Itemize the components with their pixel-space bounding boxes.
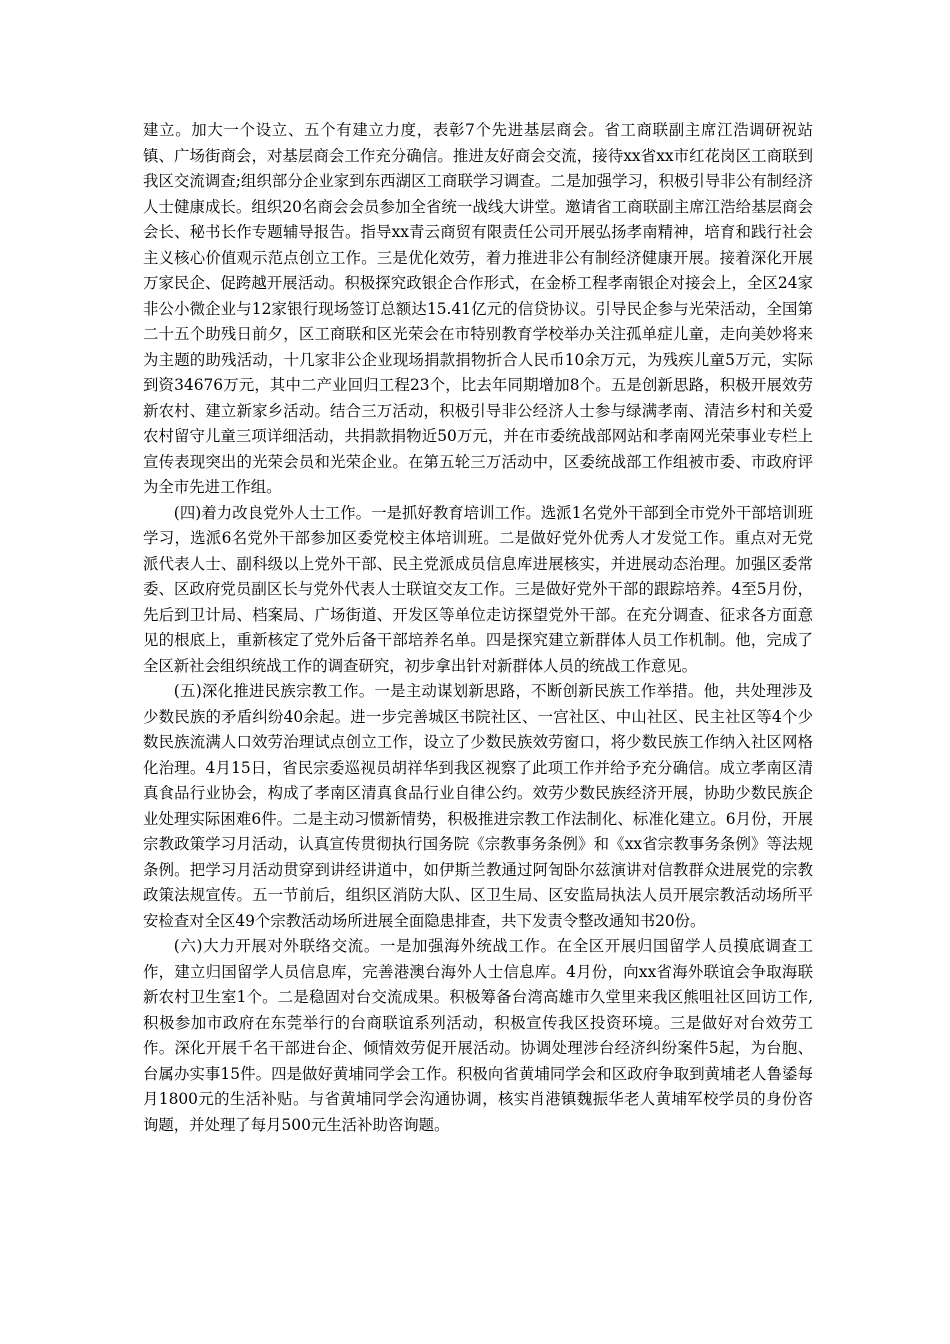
paragraph-external-liaison: (六)大力开展对外联络交流。一是加强海外统战工作。在全区开展归国留学人员摸底调查工作，建立归国留学人员信息库，完善港澳台海外人士信息库。4月份，向xx省海外联谊会争取海联新农村卫生室1个。二是稳固对台交流成果。积极筹备台湾高雄市久堂里来我区熊咀社区回访工作,积极参加市政府在东莞举行的台商联谊系列活动，积极宣传我区投资环境。三是做好对台效劳工作。深化开展千名干部进台企、倾情效劳促开展活动。协调处理涉台经济纠纷案件5起，为台胞、台属办实事15件。四是做好黄埔同学会工作。积极向省黄埔同学会和区政府争取到黄埔老人鲁鋈每月1800元的生活补贴。与省黄埔同学会沟通协调，核实肖港镇魏振华老人黄埔军校学员的身份咨询题，并处理了每月500元生活补助咨询题。 (143, 937, 813, 1134)
paragraph-ethnic-religious-work: (五)深化推进民族宗教工作。一是主动谋划新思路，不断创新民族工作举措。他，共处理涉及少数民族的矛盾纠纷40余起。进一步完善城区书院社区、一宫社区、中山社区、民主社区等4个少数民族流满人口效劳治理试点创立工作，设立了少数民族效劳窗口，将少数民族工作纳入社区网格化治理。4月15日，省民宗委巡视员胡祥华到我区视察了此项工作并给予充分确信。成立孝南区清真食品行业协会，构成了孝南区清真食品行业自律公约。效劳少数民族经济开展，协助少数民族企业处理实际困难6件。二是主动习惯新情势，积极推进宗教工作法制化、标准化建立。6月份，开展宗教政策学习月活动，认真宣传贯彻执行国务院《宗教事务条例》和《xx省宗教事务条例》等法规条例。把学习月活动贯穿到讲经讲道中，如伊斯兰教通过阿訇卧尔兹演讲对信教群众进展党的宗教政策法规宣传。五一节前后，组织区消防大队、区卫生局、区安监局执法人员开展宗教活动场所平安检查对全区49个宗教活动场所进展全面隐患排查，共下发责令整改通知书20份。 (143, 682, 813, 930)
document-page (143, 118, 813, 1138)
paragraph-non-party-work: (四)着力改良党外人士工作。一是抓好教育培训工作。选派1名党外干部到全市党外干部培训班学习，选派6名党外干部参加区委党校主体培训班。二是做好党外优秀人才发觉工作。重点对无党派代表人士、副科级以上党外干部、民主党派成员信息库进展核实，并进展动态治理。加强区委常委、区政府党员副区长与党外代表人士联谊交友工作。三是做好党外干部的跟踪培养。4至5月份，先后到卫计局、档案局、广场街道、开发区等单位走访探望党外干部。在充分调查、征求各方面意见的根底上，重新核定了党外后备干部培养名单。四是探究建立新群体人员工作机制。他，完成了全区新社会组织统战工作的调查研究，初步拿出针对新群体人员的统战工作意见。 (143, 503, 813, 675)
paragraph-business-chamber: 建立。加大一个设立、五个有建立力度，表彰7个先进基层商会。省工商联副主席江浩调研祝站镇、广场街商会，对基层商会工作充分确信。推进友好商会交流，接待xx省xx市红花岗区工商联到我区交流调查;组织部分企业家到东西湖区工商联学习调查。二是加强学习，积极引导非公有制经济人士健康成长。组织20名商会会员参加全省统一战线大讲堂。邀请省工商联副主席江浩给基层商会会长、秘书长作专题辅导报告。指导xx青云商贸有限责任公司开展弘扬孝南精神，培育和践行社会主义核心价值观示范点创立工作。三是优化效劳，着力推进非公有制经济健康开展。接着深化开展万家民企、促跨越开展活动。积极探究政银企合作形式，在金桥工程孝南银企对接会上，全区24家非公小微企业与12家银行现场签订总额达15.41亿元的信贷协议。引导民企参与光荣活动，全国第二十五个助残日前夕，区工商联和区光荣会在市特别教育学校举办关注孤单症儿童，走向美妙将来为主题的助残活动，十几家非公企业现场捐款捐物折合人民币10余万元，为残疾儿童5万元，实际到资34676万元，其中二产业回归工程23个，比去年同期增加8个。五是创新思路，积极开展效劳新农村、建立新家乡活动。结合三万活动，积极引导非公经济人士参与绿满孝南、清洁乡村和关爱农村留守儿童三项详细活动，共捐款捐物近50万元，并在市委统战部网站和孝南网光荣事业专栏上宣传表现突出的光荣会员和光荣企业。在第五轮三万活动中，区委统战部工作组被市委、市政府评为全市先进工作组。 (143, 121, 813, 496)
